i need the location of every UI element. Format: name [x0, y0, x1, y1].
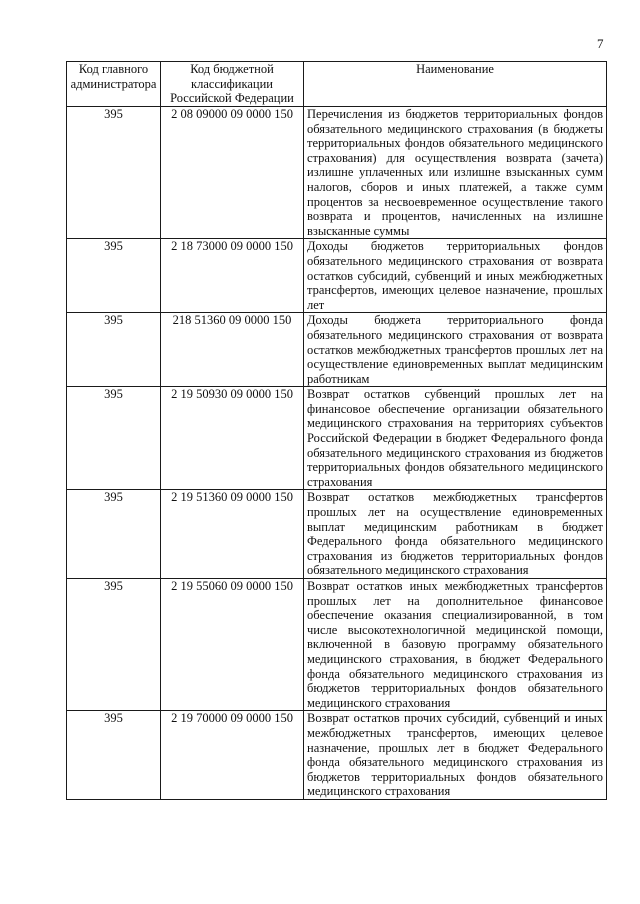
- table-body: [67, 107, 607, 800]
- name-cell: Возврат остатков прочих субсидий, субвенций и иных межбюджетных трансфертов, имеющих целевое назначение, прошлых лет в бюджет Федерального фонда обязательного медицинского страхования из бюджетов территориальных фондов обязательного медицинского страхования: [304, 711, 607, 800]
- table-header-row: [67, 62, 607, 107]
- header-name: Наименование: [304, 62, 607, 107]
- budget-code-cell: 218 51360 09 0000 150: [161, 313, 304, 387]
- budget-classification-table: [66, 61, 607, 800]
- table-row: [67, 239, 607, 313]
- table-row: [67, 490, 607, 579]
- admin-code-cell: 395: [67, 313, 161, 387]
- budget-code-cell: 2 19 50930 09 0000 150: [161, 387, 304, 490]
- header-budget-code: Код бюджетной классификации Российской Федерации: [161, 62, 304, 107]
- table-row: [67, 711, 607, 800]
- admin-code-cell: 395: [67, 387, 161, 490]
- page-number: 7: [597, 36, 604, 51]
- admin-code-cell: 395: [67, 711, 161, 800]
- name-cell: Возврат остатков межбюджетных трансфертов прошлых лет на осуществление единовременных выплат медицинским работникам в бюджет Федерального фонда обязательного медицинского страхования из бюджетов территориальных фондов обязательного медицинского страхования: [304, 490, 607, 579]
- header-admin-code: Код главного администратора: [67, 62, 161, 107]
- name-cell: Возврат остатков иных межбюджетных трансфертов прошлых лет на дополнительное финансовое обеспечение оказания специализированной, в том числе высокотехнологичной медицинской помощи, включенной в базовую программу обязательного медицинского страхования, в бюджет Федерального фонда обязательного медицинского страхования из бюджетов территориальных фондов обязательного медицинского страхования: [304, 579, 607, 711]
- name-cell: Доходы бюджета территориального фонда обязательного медицинского страхования от возврата остатков межбюджетных трансфертов прошлых лет на осуществление единовременных выплат медицинским работникам: [304, 313, 607, 387]
- admin-code-cell: 395: [67, 490, 161, 579]
- name-cell: Перечисления из бюджетов территориальных фондов обязательного медицинского страхования (в бюджеты территориальных фондов обязательного медицинского страхования) для осуществления возврата (зачета) излишне уплаченных или излишне взысканных сумм налогов, сборов и иных платежей, а также сумм процентов за несвоевременное осуществление такого возврата и процентов, начисленных на излишне взысканные суммы: [304, 107, 607, 239]
- budget-code-cell: 2 18 73000 09 0000 150: [161, 239, 304, 313]
- table-row: [67, 387, 607, 490]
- admin-code-cell: 395: [67, 107, 161, 239]
- budget-code-cell: 2 19 70000 09 0000 150: [161, 711, 304, 800]
- budget-code-cell: 2 08 09000 09 0000 150: [161, 107, 304, 239]
- budget-code-cell: 2 19 55060 09 0000 150: [161, 579, 304, 711]
- table-row: [67, 579, 607, 711]
- admin-code-cell: 395: [67, 239, 161, 313]
- budget-code-cell: 2 19 51360 09 0000 150: [161, 490, 304, 579]
- table-row: [67, 107, 607, 239]
- name-cell: Доходы бюджетов территориальных фондов обязательного медицинского страхования от возврата остатков субсидий, субвенций и иных межбюджетных трансфертов, имеющих целевое назначение, прошлых лет: [304, 239, 607, 313]
- name-cell: Возврат остатков субвенций прошлых лет на финансовое обеспечение организации обязательного медицинского страхования на территориях субъектов Российской Федерации в бюджет Федерального фонда обязательного медицинского страхования из бюджетов территориальных фондов обязательного медицинского страхования: [304, 387, 607, 490]
- admin-code-cell: 395: [67, 579, 161, 711]
- table-header: [67, 62, 607, 107]
- table-row: [67, 313, 607, 387]
